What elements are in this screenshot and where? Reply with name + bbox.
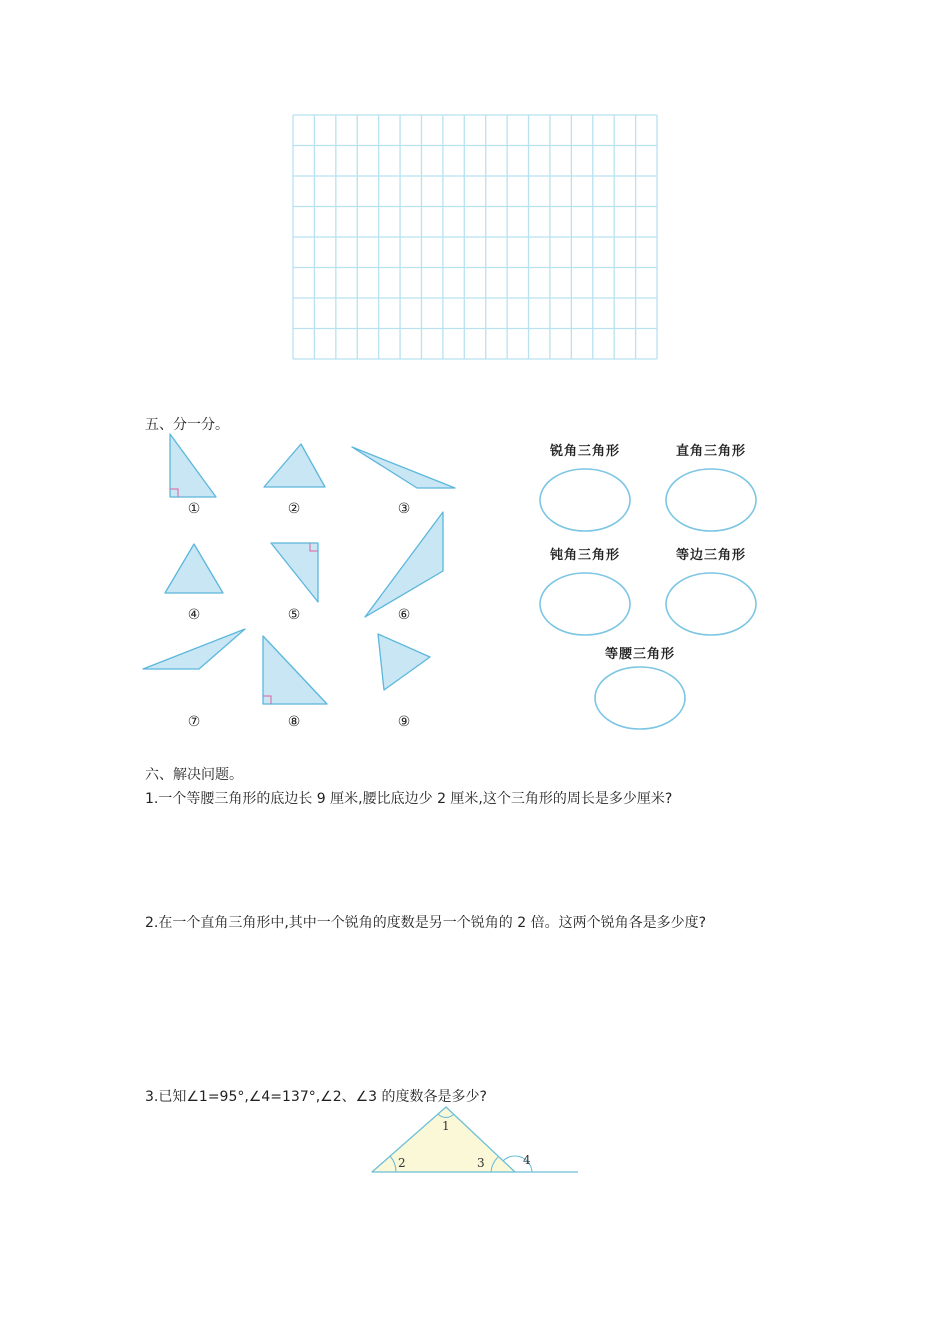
shape-label-3: ③ bbox=[397, 501, 411, 517]
ellipse-right bbox=[666, 469, 756, 531]
question-1: 1.一个等腰三角形的底边长 9 厘米,腰比底边少 2 厘米,这个三角形的周长是多少厘米? bbox=[145, 791, 673, 807]
shape-label-2: ② bbox=[287, 501, 301, 517]
ellipse-equilateral bbox=[666, 573, 756, 635]
angle-label-2: 2 bbox=[398, 1156, 406, 1170]
shape-label-6: ⑥ bbox=[397, 607, 411, 623]
shape-label-7: ⑦ bbox=[187, 714, 201, 730]
question-2: 2.在一个直角三角形中,其中一个锐角的度数是另一个锐角的 2 倍。这两个锐角各是多少度? bbox=[145, 915, 707, 931]
shape-label-4: ④ bbox=[187, 607, 201, 623]
question-3: 3.已知∠1=95°,∠4=137°,∠2、∠3 的度数各是多少? bbox=[145, 1089, 487, 1105]
category-isosceles-label: 等腰三角形 bbox=[604, 647, 675, 662]
ellipse-isosceles bbox=[595, 667, 685, 729]
section-5-heading: 五、分一分。 bbox=[145, 417, 229, 433]
category-acute-label: 锐角三角形 bbox=[549, 444, 620, 459]
angle-label-3: 3 bbox=[477, 1156, 485, 1170]
category-right-label: 直角三角形 bbox=[675, 444, 746, 459]
shape-label-8: ⑧ bbox=[287, 714, 301, 730]
shape-label-9: ⑨ bbox=[397, 714, 411, 730]
angle-label-1: 1 bbox=[442, 1119, 450, 1133]
section-6-heading: 六、解决问题。 bbox=[145, 767, 243, 783]
category-equilateral-label: 等边三角形 bbox=[675, 548, 746, 563]
shape-label-5: ⑤ bbox=[287, 607, 301, 623]
category-obtuse-label: 钝角三角形 bbox=[549, 548, 620, 563]
angle-label-4: 4 bbox=[523, 1153, 531, 1167]
shape-label-1: ① bbox=[187, 501, 201, 517]
